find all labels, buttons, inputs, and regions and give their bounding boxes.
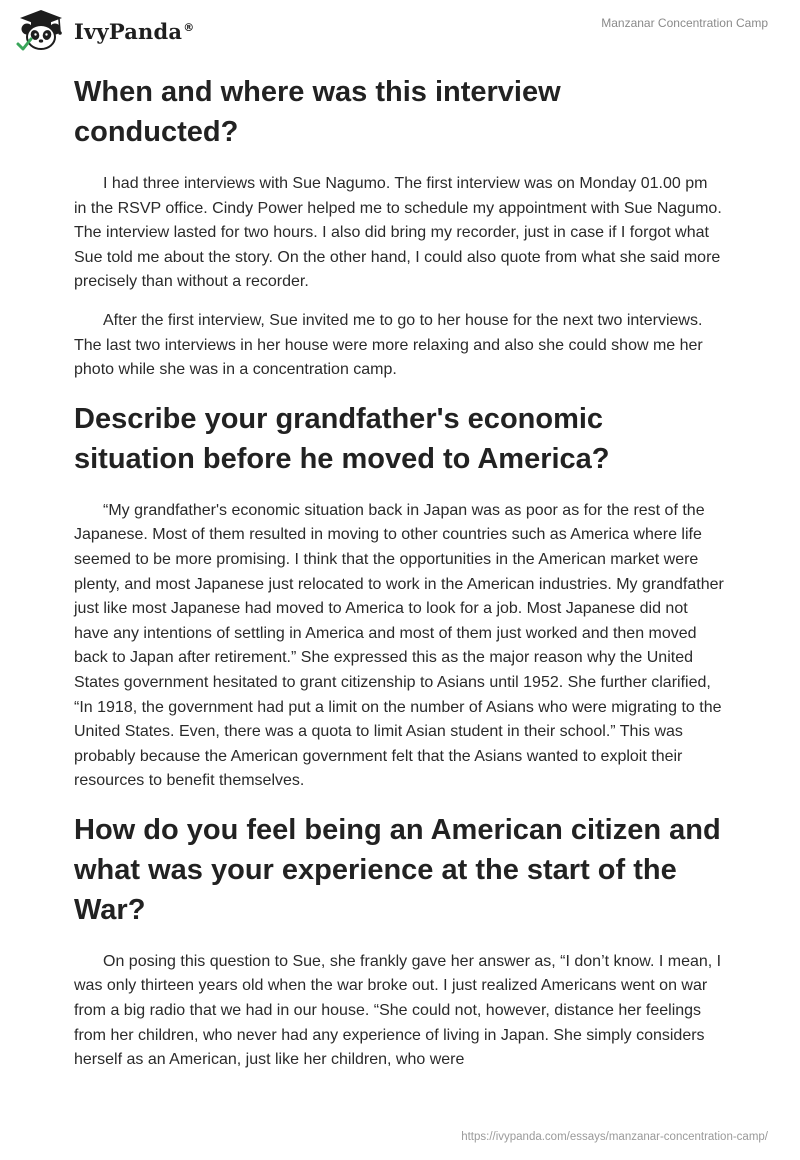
registered-mark: ® [183,20,195,34]
section-heading: Describe your grandfather's economic situation before he moved to America? [74,402,610,475]
page-header [0,0,800,60]
paragraph: On posing this question to Sue, she frankly gave her answer as, “I don’t know. I mean, I was only thirteen years old when the war broke out. I just realized Americans went on war from a big radio that we had in our house. “She could not, however, distance her feelings from her children, who never had any experience of living in Japan. She simply considers herself as an American, just like her children, who were [74,952,722,1069]
brand-name-text: IvyPanda [74,18,183,44]
essay-content [74,72,724,1073]
paragraph: After the first interview, Sue invited me to go to her house for the next two interviews. The last two interviews in her house were more relaxing and also she could show me her photo while she was in a concentration camp. [74,311,703,379]
paragraph: I had three interviews with Sue Nagumo. The first interview was on Monday 01.00 pm in the RSVP office. Cindy Power helped me to schedule my appointment with Sue Nagumo. The interview lasted for two hours. I also did bring my recorder, just in case if I forgot what Sue told me about the story. On the other hand, I could also quote from what she said more precisely than without a recorder. [74,175,722,291]
panda-graduation-cap-icon [14,8,68,52]
ivypanda-logo[interactable] [14,8,194,52]
source-url[interactable]: https://ivypanda.com/essays/manzanar-concentration-camp/ [461,1131,768,1143]
section-heading: When and where was this interview conducted? [74,76,561,148]
brand-name [74,19,194,44]
document-title: Manzanar Concentration Camp [601,16,768,30]
section-heading: How do you feel being an American citizen and what was your experience at the start of the War? [74,813,721,926]
paragraph: “My grandfather's economic situation back in Japan was as poor as for the rest of the Japanese. Most of them resulted in moving to other countries such as America where life seemed to be more promising. I think that the opportunities in the American market were plenty, and most Japanese just relocated to work in the American industries. My grandfather just like most Japanese had moved to America to look for a job. Most Japanese did not have any intentions of settling in America and most of them just worked and then moved back to Japan after retirement.” She expressed this as the major reason why the United States government hesitated to grant citizenship to Asians until 1952. She further clarified, “In 1918, the government had put a limit on the number of Asians who were migrating to the United States. Even, there was a quota to limit Asian student in their school.” This was probably because the American government felt that the Asians wanted to exploit their resources to benefit themselves. [74,501,724,790]
